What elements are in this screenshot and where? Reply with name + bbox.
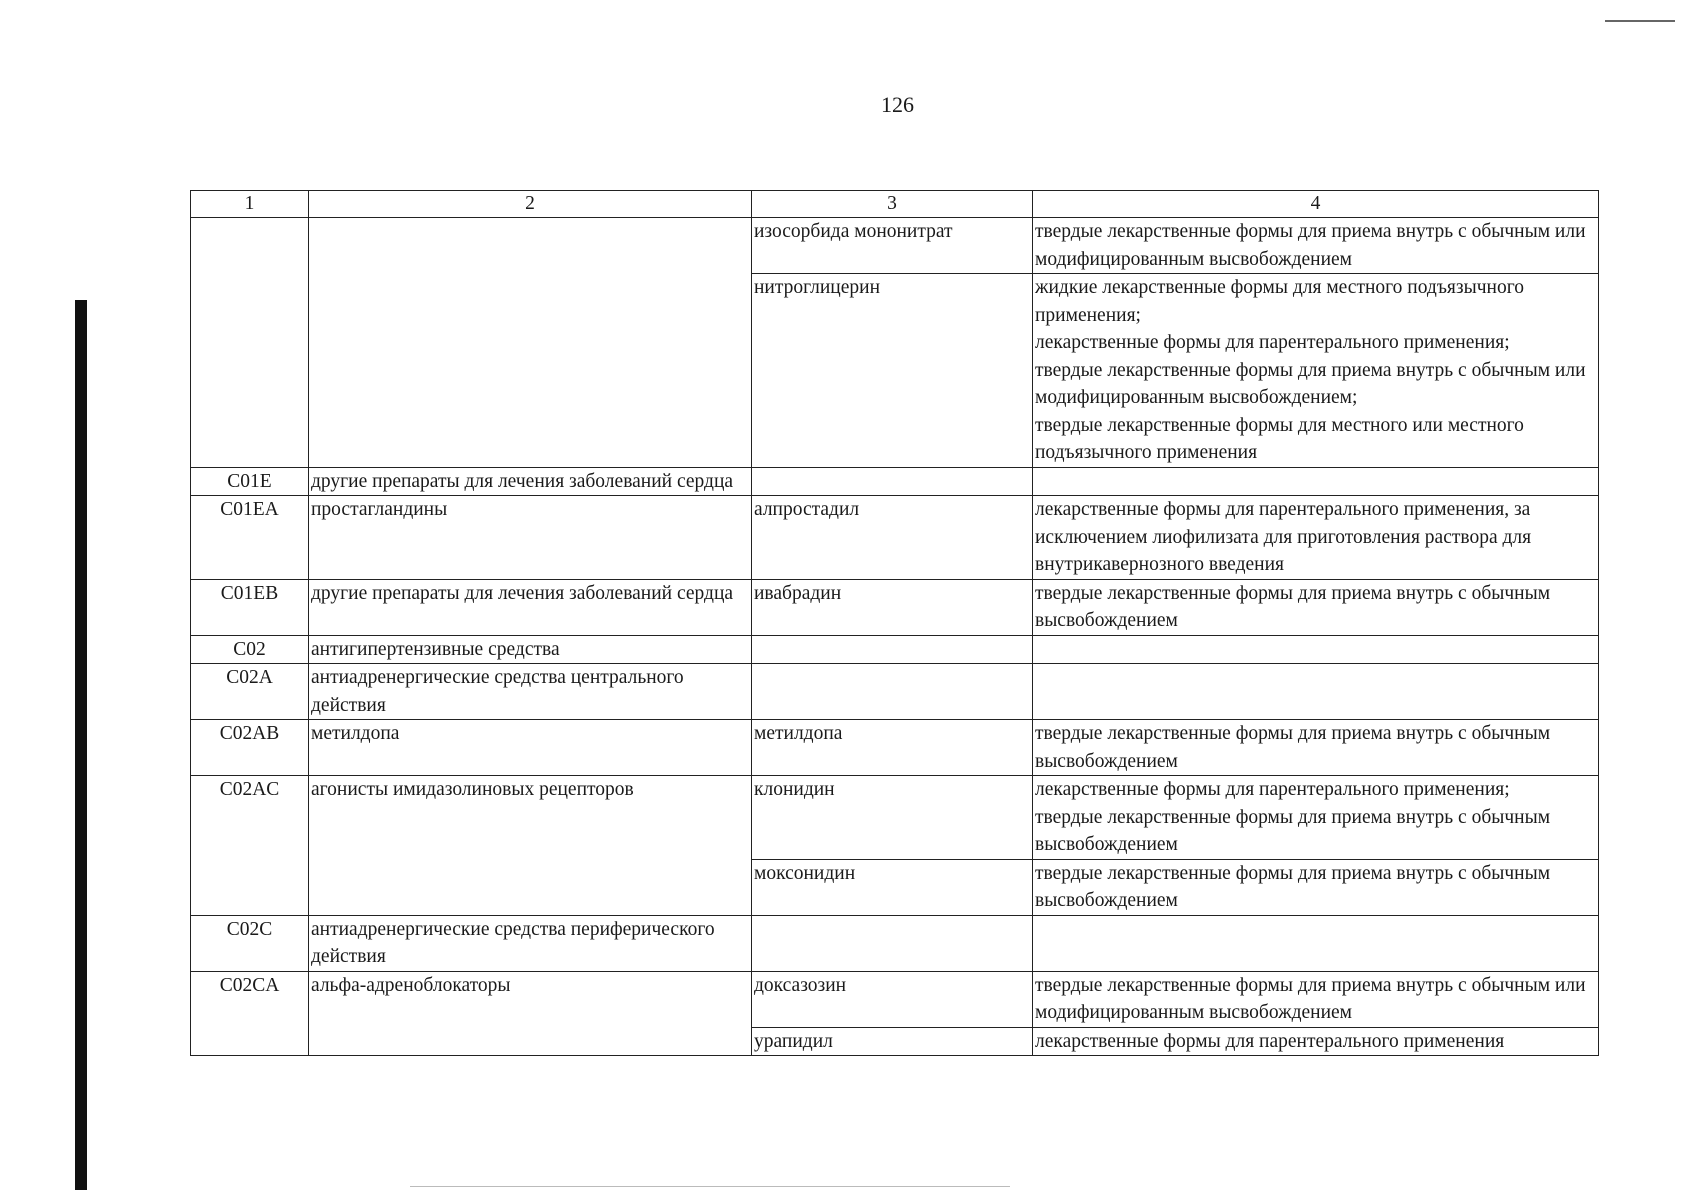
table-row [191, 218, 1599, 274]
table-row [191, 635, 1599, 664]
atc-code-cell: C02C [191, 915, 309, 971]
drug-name-cell: ивабрадин [752, 579, 1033, 635]
group-cell: альфа-адреноблокаторы [309, 971, 752, 1056]
drug-name-cell: клонидин [752, 776, 1033, 860]
dosage-forms-cell: лекарственные формы для парентерального применения, за исключением лиофилизата для приготовления раствора для внутрикавернозного введения [1033, 496, 1599, 580]
header-col-4: 4 [1033, 191, 1599, 218]
table-row [191, 467, 1599, 496]
drug-name-cell: урапидил [752, 1027, 1033, 1056]
table-row [191, 915, 1599, 971]
group-cell: антиадренергические средства периферического действия [309, 915, 752, 971]
atc-code-cell: C01EB [191, 579, 309, 635]
atc-code-cell: C01E [191, 467, 309, 496]
atc-code-cell: C01EA [191, 496, 309, 580]
table-row [191, 579, 1599, 635]
group-cell: другие препараты для лечения заболеваний сердца [309, 467, 752, 496]
table-row [191, 776, 1599, 860]
drug-name-cell [752, 467, 1033, 496]
drug-name-cell: метилдопа [752, 720, 1033, 776]
drug-name-cell [752, 635, 1033, 664]
drug-name-cell: нитроглицерин [752, 274, 1033, 468]
dosage-forms-cell: твердые лекарственные формы для приема внутрь с обычным или модифицированным высвобождением [1033, 971, 1599, 1027]
table-row [191, 720, 1599, 776]
atc-code-cell: C02AB [191, 720, 309, 776]
atc-code-cell [191, 218, 309, 468]
dosage-forms-cell: лекарственные формы для парентерального применения [1033, 1027, 1599, 1056]
atc-code-cell: C02 [191, 635, 309, 664]
dosage-forms-cell: твердые лекарственные формы для приема внутрь с обычным высвобождением [1033, 859, 1599, 915]
table-row [191, 496, 1599, 580]
drug-name-cell: изосорбида мононитрат [752, 218, 1033, 274]
group-cell: метилдопа [309, 720, 752, 776]
drug-name-cell [752, 915, 1033, 971]
scan-bottom-rule [410, 1186, 1010, 1187]
atc-code-cell: C02A [191, 664, 309, 720]
drug-name-cell: доксазозин [752, 971, 1033, 1027]
table-row [191, 664, 1599, 720]
dosage-forms-cell: жидкие лекарственные формы для местного подъязычного применения; лекарственные формы для парентерального применения; твердые лекарственные формы для приема внутрь с обычным или модифицированным высвобождением; твердые лекарственные формы для местного или местного подъязычного применения [1033, 274, 1599, 468]
header-col-2: 2 [309, 191, 752, 218]
scan-edge-bar [75, 300, 87, 1190]
table-header-row [191, 191, 1599, 218]
dosage-forms-cell: лекарственные формы для парентерального применения; твердые лекарственные формы для приема внутрь с обычным высвобождением [1033, 776, 1599, 860]
dosage-forms-cell [1033, 635, 1599, 664]
group-cell: агонисты имидазолиновых рецепторов [309, 776, 752, 916]
header-col-3: 3 [752, 191, 1033, 218]
page-number: 126 [881, 92, 914, 117]
table-row [191, 971, 1599, 1027]
dosage-forms-cell: твердые лекарственные формы для приема внутрь с обычным или модифицированным высвобождением [1033, 218, 1599, 274]
scan-top-rule [1605, 20, 1675, 22]
drug-table [190, 190, 1599, 1056]
header-col-1: 1 [191, 191, 309, 218]
group-cell: антиадренергические средства центрального действия [309, 664, 752, 720]
group-cell: простагландины [309, 496, 752, 580]
dosage-forms-cell: твердые лекарственные формы для приема внутрь с обычным высвобождением [1033, 720, 1599, 776]
dosage-forms-cell [1033, 915, 1599, 971]
group-cell [309, 218, 752, 468]
drug-name-cell: алпростадил [752, 496, 1033, 580]
atc-code-cell: C02AC [191, 776, 309, 916]
group-cell: антигипертензивные средства [309, 635, 752, 664]
atc-code-cell: C02CA [191, 971, 309, 1056]
dosage-forms-cell [1033, 664, 1599, 720]
group-cell: другие препараты для лечения заболеваний сердца [309, 579, 752, 635]
drug-name-cell [752, 664, 1033, 720]
drug-name-cell: моксонидин [752, 859, 1033, 915]
dosage-forms-cell [1033, 467, 1599, 496]
dosage-forms-cell: твердые лекарственные формы для приема внутрь с обычным высвобождением [1033, 579, 1599, 635]
